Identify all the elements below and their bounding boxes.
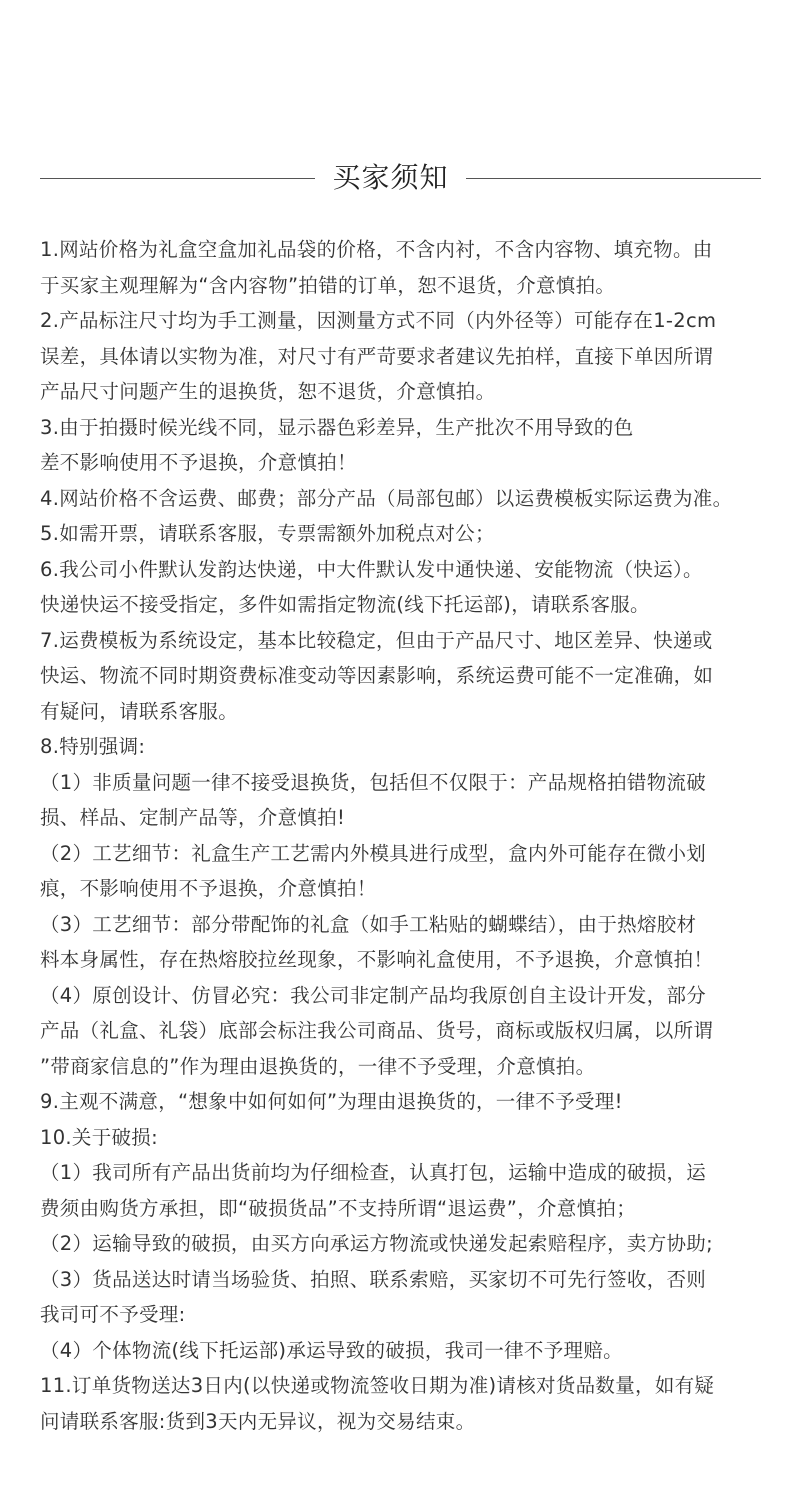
notice-line: （1）非质量问题一律不接受退换货，包括但不仅限于：产品规格拍错物流破 <box>40 770 707 794</box>
notice-line: 我司可不予受理: <box>40 1303 186 1326</box>
notice-line: （2）运输导致的破损，由买方向承运方物流或快递发起索赔程序，卖方协助; <box>40 1232 713 1255</box>
notice-line: 4.网站价格不含运费、邮费；部分产品（局部包邮）以运费模板实际运费为准。 <box>40 486 733 510</box>
notice-line: 于买家主观理解为“含内容物”拍错的订单，恕不退货，介意慎拍。 <box>40 273 616 297</box>
notice-line: 产品尺寸问题产生的退换货，恕不退货，介意慎拍。 <box>40 380 496 403</box>
notice-line: 差不影响使用不予退换，介意慎拍！ <box>40 451 357 474</box>
notice-line: （1）我司所有产品出货前均为仔细检查，认真打包，运输中造成的破损，运 <box>40 1161 707 1184</box>
notice-line: 3.由于拍摄时候光线不同，显示器色彩差异，生产批次不用导致的色 <box>40 415 634 439</box>
notice-line: 快递快运不接受指定，多件如需指定物流(线下托运部)，请联系客服。 <box>40 593 650 616</box>
notice-line: 损、样品、定制产品等，介意慎拍! <box>40 806 346 829</box>
notice-line: 费须由购货方承担，即“破损货品”不支持所谓“退运费”，介意慎拍； <box>40 1196 637 1220</box>
notice-line: 1.网站价格为礼盒空盒加礼品袋的价格，不含内衬，不含内容物、填充物。由 <box>40 238 713 261</box>
notice-line: 8.特别强调: <box>40 735 146 758</box>
notice-line: 有疑问，请联系客服。 <box>40 699 239 723</box>
notice-line: 产品（礼盒、礼袋）底部会标注我公司商品、货号，商标或版权归属，以所谓 <box>40 1019 714 1042</box>
section-header <box>0 155 800 201</box>
notice-line: 痕，不影响使用不予退换，介意慎拍！ <box>40 877 377 900</box>
notice-line: （4）个体物流(线下托运部)承运导致的破损，我司一律不予理赔。 <box>40 1338 623 1362</box>
notice-line: 快运、物流不同时期资费标准变动等因素影响，系统运费可能不一定准确，如 <box>40 664 714 687</box>
notice-line: ”带商家信息的”作为理由退换货的，一律不予受理，介意慎拍。 <box>40 1054 596 1078</box>
header-divider-right <box>466 178 761 179</box>
notice-line: （3）货品送达时请当场验货、拍照、联系索赔，买家切不可先行签收，否则 <box>40 1267 707 1291</box>
notice-line: 5.如需开票，请联系客服，专票需额外加税点对公； <box>40 522 495 545</box>
notice-line: （3）工艺细节：部分带配饰的礼盒（如手工粘贴的蝴蝶结），由于热熔胶材 <box>40 912 697 936</box>
notice-line: 2.产品标注尺寸均为手工测量，因测量方式不同（内外径等）可能存在1-2cm <box>40 309 717 332</box>
page-title: 买家须知 <box>332 161 449 194</box>
notice-line: （2）工艺细节：礼盒生产工艺需内外模具进行成型，盒内外可能存在微小划 <box>40 841 707 865</box>
header-divider-left <box>40 178 315 179</box>
notice-line: 问请联系客服:货到3天内无异议，视为交易结束。 <box>40 1409 476 1433</box>
notice-line: 11.订单货物送达3日内(以快递或物流签收日期为准)请核对货品数量，如有疑 <box>40 1374 715 1397</box>
notice-line: 误差，具体请以实物为准，对尺寸有严苛要求者建议先拍样，直接下单因所谓 <box>40 344 714 368</box>
notice-line: （4）原创设计、仿冒必究：我公司非定制产品均我原创自主设计开发，部分 <box>40 983 707 1007</box>
notice-line: 6.我公司小件默认发韵达快递，中大件默认发中通快递、安能物流（快运）。 <box>40 557 703 581</box>
notice-line: 7.运费模板为系统设定，基本比较稳定，但由于产品尺寸、地区差异、快递或 <box>40 628 713 652</box>
notice-line: 9.主观不满意，“想象中如何如何”为理由退换货的，一律不予受理! <box>40 1090 623 1113</box>
notice-line: 10.关于破损: <box>40 1125 158 1149</box>
notice-line: 料本身属性，存在热熔胶拉丝现象，不影响礼盒使用，不予退换，介意慎拍！ <box>40 948 714 971</box>
buyer-notice-text <box>40 232 780 1439</box>
